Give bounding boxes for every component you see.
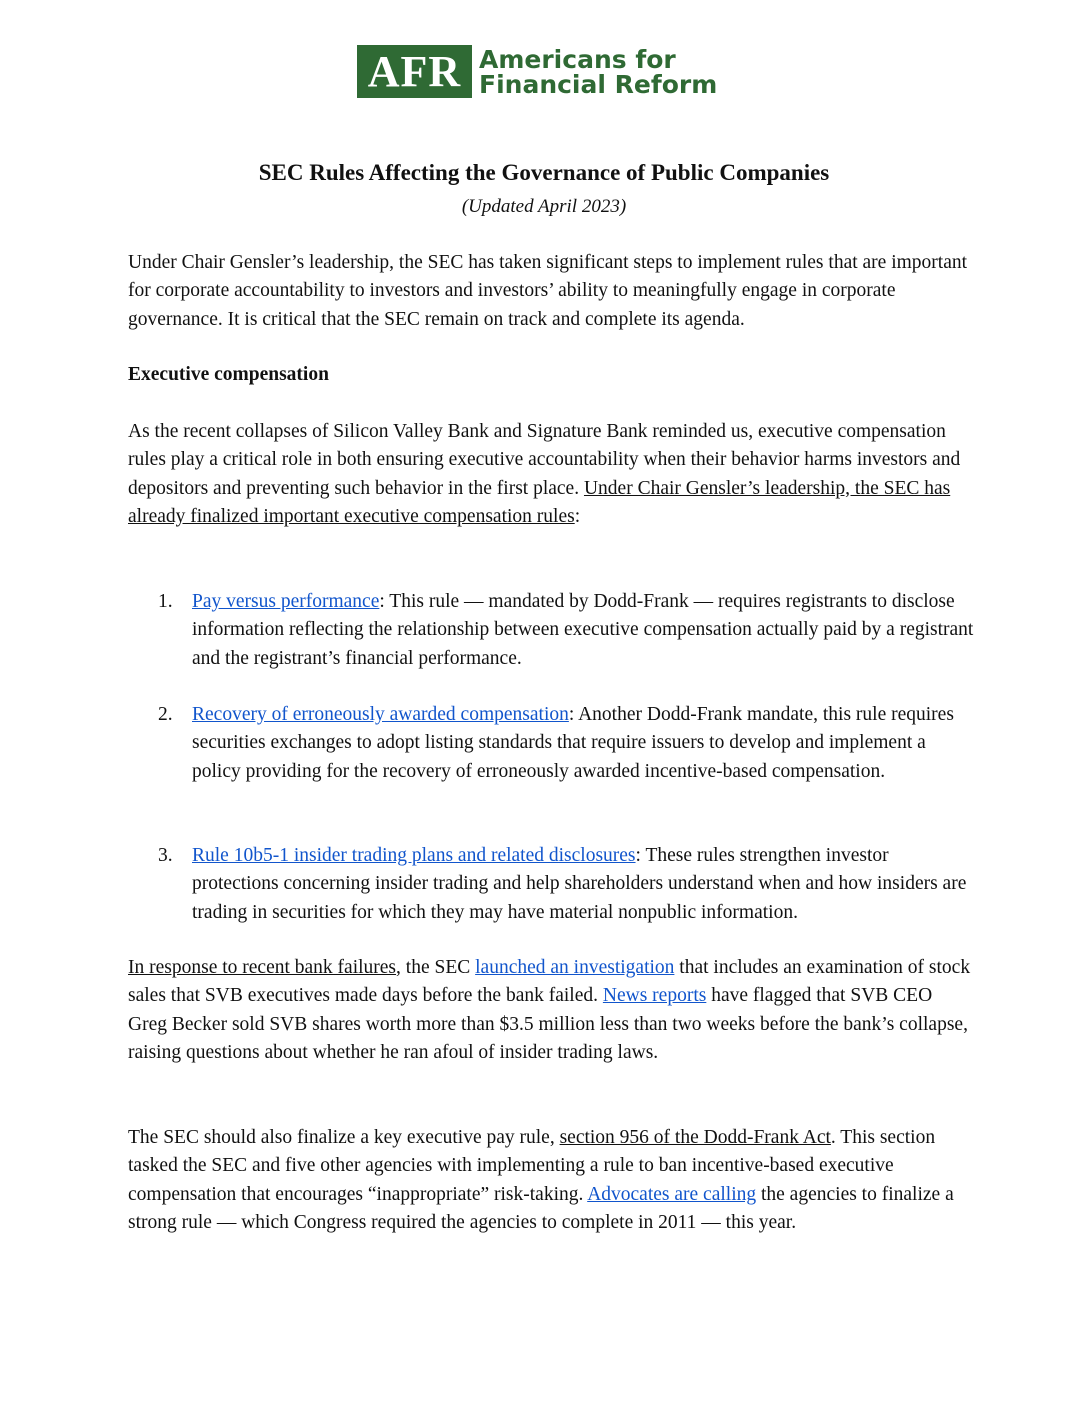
investigation-link[interactable]: launched an investigation: [475, 957, 675, 978]
list-item-body: [192, 588, 978, 673]
section-heading: Executive compensation: [128, 364, 329, 385]
list-item: [128, 842, 978, 927]
bank-text-2: that includes an examination of stock sales that SVB executives made days before the bank failed.: [128, 957, 971, 1007]
insider-trading-plans-link[interactable]: Rule 10b5-1 insider trading plans and related disclosures: [192, 845, 636, 866]
bank-text-3: have flagged that SVB CEO Greg Becker sold SVB shares worth more than $3.5 million less than two weeks before the bank’s collapse, raising questions about whether he ran afoul of insider trading laws.: [128, 985, 968, 1063]
exec-comp-tail: :: [574, 505, 581, 527]
bank-failures-underlined: In response to recent bank failures: [128, 957, 397, 978]
final-text-1: The SEC should also finalize a key executive pay rule,: [128, 1127, 560, 1148]
advocates-calling-link[interactable]: Advocates are calling: [587, 1183, 757, 1205]
list-item-body: [192, 701, 978, 786]
final-text-3: the agencies to finalize a strong rule — which Congress required the agencies to complete in 2011 — this year.: [128, 1183, 954, 1233]
final-paragraph: [128, 1124, 973, 1237]
exec-comp-underlined: Under Chair Gensler’s leadership, the SEC has already finalized important executive compensation rules: [128, 477, 951, 527]
list-number: 3.: [158, 845, 173, 866]
list-item: [128, 588, 978, 673]
afr-logo: [357, 45, 717, 98]
list-number: 1.: [158, 591, 173, 612]
document-subtitle: (Updated April 2023): [461, 196, 627, 217]
exec-comp-paragraph: [128, 418, 973, 531]
exec-comp-text: As the recent collapses of Silicon Valley Bank and Signature Bank reminded us, executive compensation rules play a critical role in both ensuring executive accountability when their behavior harms investors and depositors and preventing such behavior in the first place.: [128, 421, 961, 499]
list-item: [128, 701, 978, 786]
document-title: SEC Rules Affecting the Governance of Public Companies: [258, 160, 830, 185]
logo-line-1: Americans for: [479, 44, 676, 74]
recovery-compensation-link[interactable]: Recovery of erroneously awarded compensation: [192, 704, 569, 725]
list-item-text: : Another Dodd-Frank mandate, this rule requires securities exchanges to adopt listing standards that require issuers to develop and implement a policy providing for the recovery of erroneously awarded incentive-based compensation.: [192, 704, 954, 782]
list-item-text: : These rules strengthen investor protections concerning insider trading and help shareholders understand when and how insiders are trading in securities for which they may have material nonpublic information.: [192, 845, 967, 923]
bank-failures-paragraph: [128, 954, 973, 1067]
intro-paragraph: Under Chair Gensler’s leadership, the SEC has taken significant steps to implement rules that are important for corporate accountability to investors and investors’ ability to meaningfully engage in corporate governance. It is critical that the SEC remain on track and complete its agenda.: [128, 252, 968, 330]
logo-wordmark: [479, 44, 718, 99]
logo-mark: AFR: [357, 45, 472, 98]
news-reports-link[interactable]: News reports: [602, 985, 707, 1007]
section-956-underlined: section 956 of the Dodd-Frank Act: [559, 1127, 831, 1148]
list-item-body: [192, 842, 978, 927]
list-number: 2.: [158, 704, 173, 725]
bank-text-1: , the SEC: [396, 957, 476, 978]
logo-line-2: Financial Reform: [479, 69, 718, 99]
list-item-text: : This rule — mandated by Dodd-Frank — requires registrants to disclose information reflecting the relationship between executive compensation actually paid by a registrant and the registrant’s financial performance.: [192, 591, 974, 669]
final-text-2: . This section tasked the SEC and five other agencies with implementing a rule to ban incentive-based executive compensation that encourages “inappropriate” risk-taking.: [128, 1127, 936, 1205]
pay-versus-performance-link[interactable]: Pay versus performance: [192, 591, 380, 612]
